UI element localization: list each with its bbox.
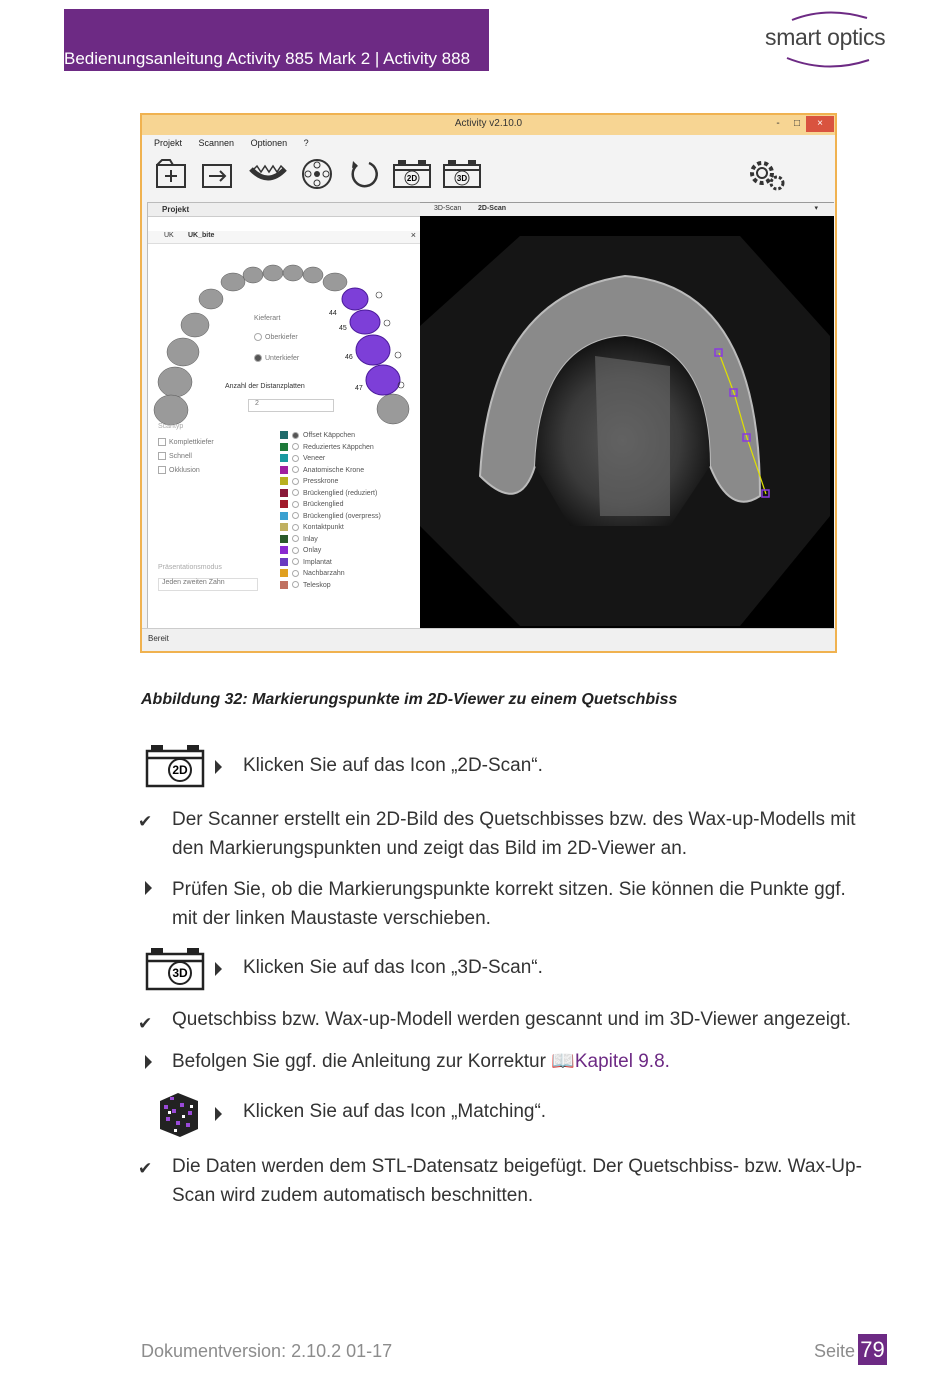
legend-swatch	[280, 477, 288, 485]
viewer-dropdown-icon[interactable]: ▾	[814, 205, 818, 212]
legend-item[interactable]	[280, 466, 381, 478]
legend-swatch	[280, 466, 288, 474]
distanzplatten-label: Anzahl der Distanzplatten	[225, 383, 305, 390]
menu-scannen[interactable]: Scannen	[198, 138, 235, 148]
legend-swatch	[280, 500, 288, 508]
legend-radio[interactable]	[292, 570, 299, 577]
check-icon: ✔	[138, 1159, 153, 1178]
legend-radio[interactable]	[292, 512, 299, 519]
legend-swatch	[280, 523, 288, 531]
menu-bar	[154, 138, 323, 148]
step-click-3d-scan: Klicken Sie auf das Icon „3D-Scan“.	[243, 957, 543, 978]
distanzplatten-select[interactable]: 2	[248, 399, 334, 412]
project-panel	[147, 202, 421, 634]
close-subtab-icon[interactable]: ×	[410, 230, 416, 240]
bite-scan-image	[420, 216, 834, 633]
legend-label: Presskrone	[303, 477, 339, 485]
2d-icon-label: 2D	[172, 763, 188, 777]
legend-radio[interactable]	[292, 581, 299, 588]
step-correction	[172, 1049, 670, 1073]
2d-scan-icon[interactable]	[392, 157, 432, 191]
action-arrow-icon	[145, 881, 152, 895]
legend-swatch	[280, 431, 288, 439]
viewer-tabs	[420, 203, 834, 216]
status-text: Bereit	[148, 634, 169, 643]
legend-radio[interactable]	[292, 466, 299, 473]
oberkiefer-label: Oberkiefer	[265, 333, 298, 341]
action-arrow-icon	[215, 962, 222, 976]
legend-item[interactable]	[280, 443, 381, 455]
application-screenshot	[140, 113, 837, 653]
legend-label: Reduziertes Käppchen	[303, 443, 374, 451]
legend-swatch	[280, 512, 288, 520]
step-correction-text: Befolgen Sie ggf. die Anleitung zur Korrektur	[172, 1051, 546, 1072]
action-arrow-icon	[145, 1055, 152, 1069]
check-icon: ✔	[138, 1014, 153, 1033]
tooth-number-44: 44	[329, 310, 337, 317]
scantyp-okklusion-label: Okklusion	[169, 466, 200, 474]
legend-radio[interactable]	[292, 547, 299, 554]
3d-scan-icon	[145, 946, 205, 992]
window-titlebar	[142, 115, 835, 135]
legend-radio[interactable]	[292, 535, 299, 542]
legend-item[interactable]	[280, 454, 381, 466]
legend-item[interactable]	[280, 431, 381, 443]
legend-label: Anatomische Krone	[303, 466, 365, 474]
legend-label: Kontaktpunkt	[303, 523, 344, 531]
legend-item[interactable]	[280, 558, 381, 570]
smart-optics-logo	[757, 8, 897, 70]
legend-radio[interactable]	[292, 558, 299, 565]
legend-item[interactable]	[280, 569, 381, 581]
matching-cube-icon	[156, 1091, 202, 1139]
tab-3d-scan[interactable]: 3D-Scan	[434, 205, 462, 212]
matching-icon[interactable]	[299, 157, 335, 191]
rotate-icon[interactable]	[347, 157, 383, 191]
scantyp-label: Scantyp	[158, 423, 184, 430]
legend-item[interactable]	[280, 546, 381, 558]
legend-label: Teleskop	[303, 581, 331, 589]
legend-item[interactable]	[280, 489, 381, 501]
legend-swatch	[280, 489, 288, 497]
result-stl: Die Daten werden dem STL-Datensatz beigefügt. Der Quetschbiss- bzw. Wax-Up-Scan wird zudem automatisch beschnitten.	[172, 1156, 862, 1206]
kieferart-label: Kieferart	[254, 315, 281, 322]
header-title: Bedienungsanleitung Activity 885 Mark 2 | Activity 888	[64, 49, 471, 68]
action-arrow-icon	[215, 1107, 222, 1121]
praesentation-select[interactable]: Jeden zweiten Zahn	[158, 578, 258, 591]
result-3d-viewer: Quetschbiss bzw. Wax-up-Modell werden gescannt und im 3D-Viewer angezeigt.	[172, 1009, 852, 1030]
tab-2d-scan[interactable]: 2D-Scan	[478, 205, 507, 212]
check-icon: ✔	[138, 812, 153, 831]
legend-radio[interactable]	[292, 432, 299, 439]
legend-radio[interactable]	[292, 524, 299, 531]
unterkiefer-label: Unterkiefer	[265, 354, 300, 362]
tooth-number-45: 45	[339, 325, 347, 332]
figure-caption: Abbildung 32: Markierungspunkte im 2D-Viewer zu einem Quetschbiss	[141, 691, 678, 708]
legend-item[interactable]	[280, 512, 381, 524]
legend-label: Veneer	[303, 454, 326, 462]
minimize-button[interactable]: -	[776, 118, 780, 129]
step-click-2d-scan: Klicken Sie auf das Icon „2D-Scan“.	[243, 755, 543, 776]
subtab-bar	[148, 231, 420, 244]
legend-swatch	[280, 546, 288, 554]
legend-swatch	[280, 443, 288, 451]
subtab-uk-bite[interactable]: UK_bite	[188, 232, 215, 239]
legend-radio[interactable]	[292, 455, 299, 462]
legend-swatch	[280, 569, 288, 577]
scantyp-okklusion[interactable]	[158, 466, 200, 474]
document-version: Dokumentversion: 2.10.2 01-17	[141, 1341, 393, 1361]
legend-radio[interactable]	[292, 478, 299, 485]
menu-optionen[interactable]: Optionen	[250, 138, 288, 148]
scantyp-schnell[interactable]	[158, 452, 192, 460]
oberkiefer-option[interactable]	[254, 333, 298, 341]
status-bar	[142, 628, 835, 651]
legend-item[interactable]	[280, 500, 381, 512]
legend-swatch	[280, 558, 288, 566]
legend-radio[interactable]	[292, 489, 299, 496]
page-number: 79	[858, 1334, 887, 1365]
legend-label: Offset Käppchen	[303, 431, 356, 439]
action-arrow-icon	[215, 760, 222, 774]
legend-label: Inlay	[303, 535, 318, 543]
window-title: Activity v2.10.0	[454, 118, 523, 129]
tooth-number-46: 46	[345, 354, 353, 361]
legend-label: Brückenglied (reduziert)	[303, 489, 378, 497]
praesentation-label: Präsentationsmodus	[158, 564, 222, 571]
scantyp-schnell-label: Schnell	[169, 452, 192, 460]
legend-item[interactable]	[280, 477, 381, 489]
restoration-legend	[280, 431, 381, 592]
2d-viewer[interactable]	[420, 202, 834, 633]
project-tab-label: Projekt	[162, 205, 190, 214]
legend-swatch	[280, 535, 288, 543]
chapter-link-period: .	[664, 1051, 670, 1072]
book-icon: 📖	[551, 1051, 575, 1072]
step-click-matching: Klicken Sie auf das Icon „Matching“.	[243, 1101, 547, 1122]
page-label: Seite	[814, 1341, 856, 1361]
maximize-button[interactable]: □	[793, 118, 801, 129]
open-project-icon[interactable]	[154, 157, 190, 191]
step-check-markers: Prüfen Sie, ob die Markierungspunkte korrekt sitzen. Sie können die Punkte ggf. mit der linken Maustaste verschieben.	[172, 879, 846, 929]
legend-swatch	[280, 581, 288, 589]
legend-radio[interactable]	[292, 501, 299, 508]
close-button[interactable]: ×	[806, 116, 834, 132]
legend-item[interactable]	[280, 535, 381, 547]
svg-text:3D: 3D	[456, 174, 468, 183]
3d-scan-icon[interactable]	[442, 157, 482, 191]
header-bar	[64, 9, 489, 71]
legend-label: Nachbarzahn	[303, 569, 345, 577]
legend-item[interactable]	[280, 581, 381, 593]
project-panel-tab[interactable]	[148, 203, 420, 217]
legend-swatch	[280, 454, 288, 462]
unterkiefer-option[interactable]	[254, 354, 299, 362]
legend-label: Brückenglied (overpress)	[303, 512, 381, 520]
2d-scan-icon	[145, 743, 205, 789]
chapter-link[interactable]: Kapitel 9.8	[574, 1051, 665, 1072]
legend-label: Implantat	[303, 558, 332, 566]
legend-label: Brückenglied	[303, 500, 344, 508]
3d-icon-label: 3D	[172, 966, 188, 980]
tooth-number-47: 47	[355, 385, 363, 392]
scantyp-komplettkiefer-label: Komplettkiefer	[169, 438, 214, 446]
jaw-icon[interactable]	[248, 157, 288, 191]
legend-label: Onlay	[303, 546, 322, 554]
settings-gear-icon[interactable]	[746, 157, 788, 193]
svg-text:2D: 2D	[406, 174, 418, 183]
scantyp-komplettkiefer[interactable]	[158, 438, 214, 446]
legend-item[interactable]	[280, 523, 381, 535]
logo-text: smart optics	[765, 24, 886, 50]
menu-help[interactable]: ?	[303, 138, 309, 148]
export-icon[interactable]	[200, 157, 236, 191]
subtab-uk[interactable]: UK	[164, 232, 174, 239]
result-2d-image: Der Scanner erstellt ein 2D-Bild des Quetschbisses bzw. des Wax-up-Modells mit den Markierungspunkten und zeigt das Bild im 2D-Viewer an.	[172, 809, 856, 859]
menu-projekt[interactable]: Projekt	[154, 138, 183, 148]
legend-radio[interactable]	[292, 443, 299, 450]
